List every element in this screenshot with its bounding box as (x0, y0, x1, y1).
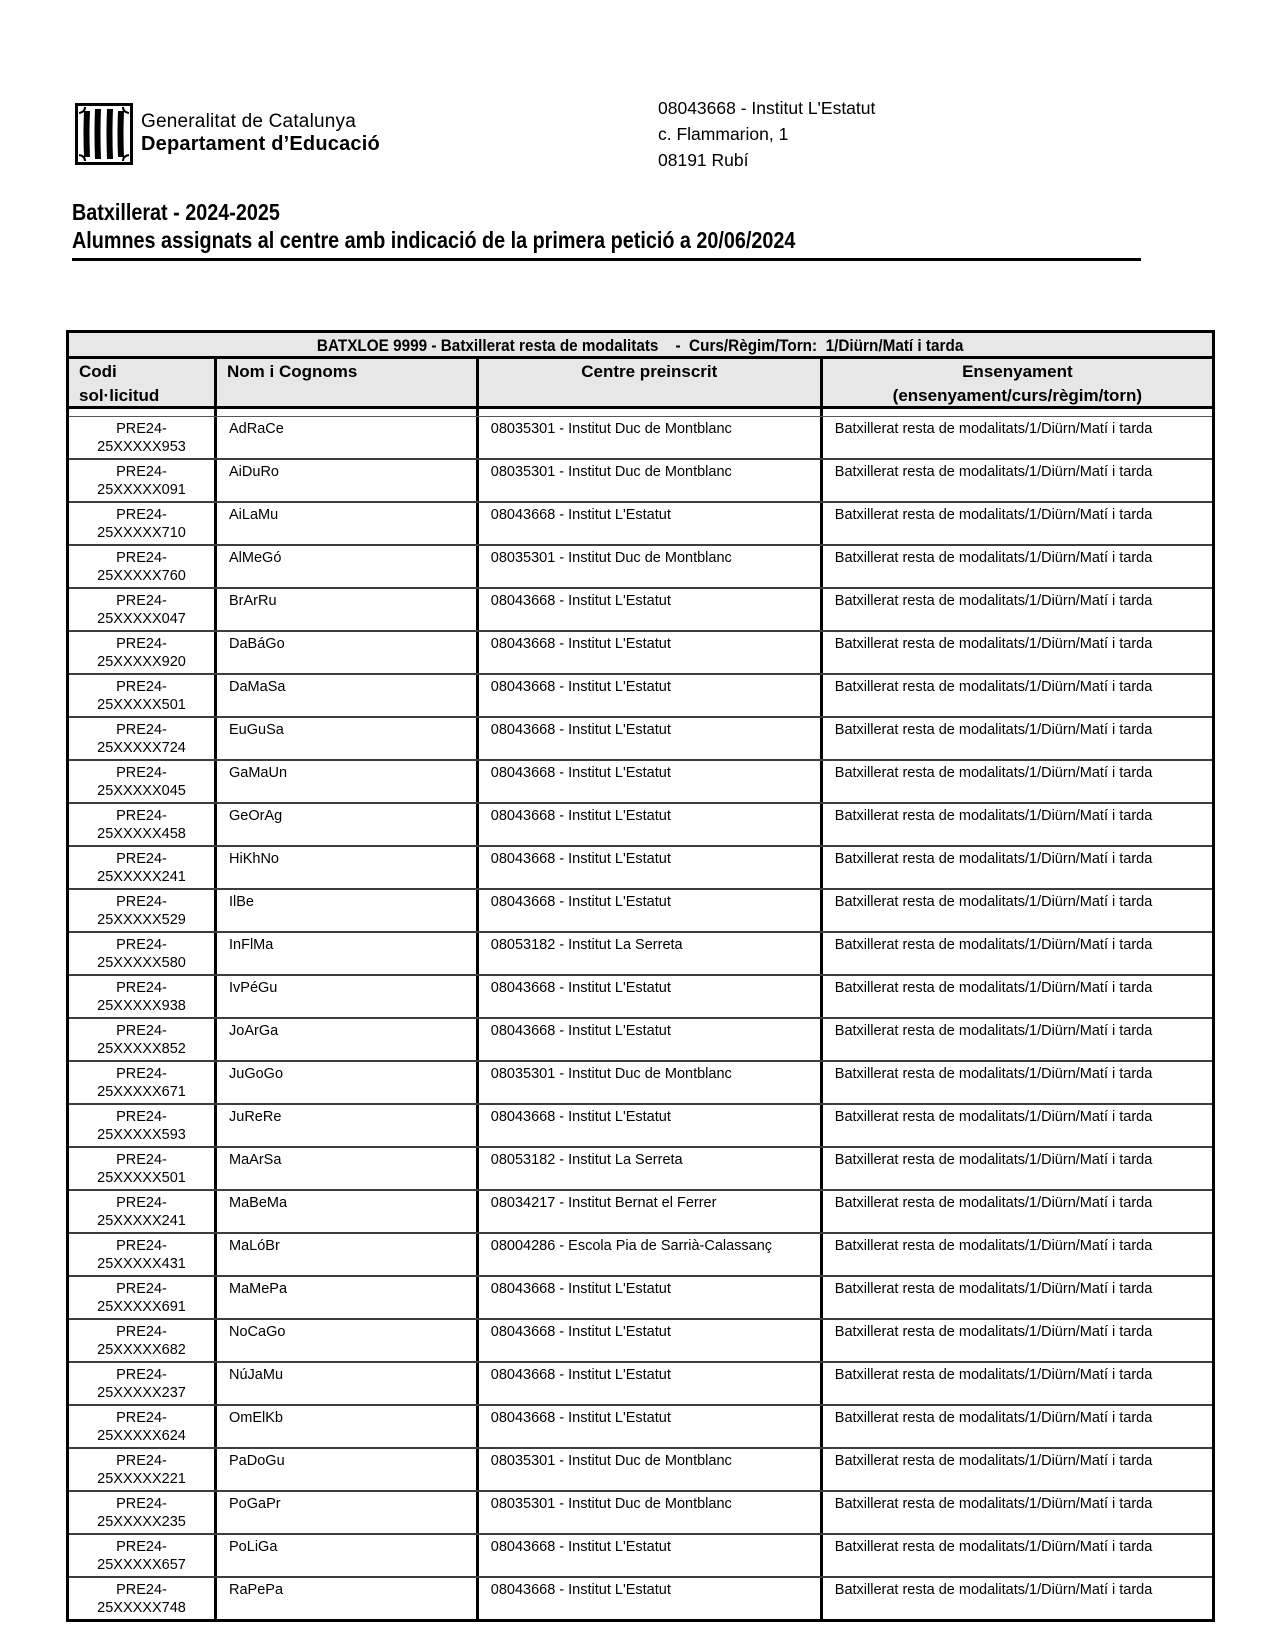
cell-codi-sollicitud: PRE24- 25XXXXX760 (69, 546, 217, 587)
cell-centre-preinscrit: 08035301 - Institut Duc de Montblanc (479, 1062, 823, 1103)
cell-nom-i-cognoms: BrArRu (217, 589, 479, 630)
cell-centre-preinscrit: 08043668 - Institut L'Estatut (479, 1535, 823, 1576)
cell-nom-i-cognoms: InFlMa (217, 933, 479, 974)
cell-nom-i-cognoms: PaDoGu (217, 1449, 479, 1490)
table-row (69, 1277, 1212, 1320)
cell-ensenyament: Batxillerat resta de modalitats/1/Diürn/Matí i tarda (834, 1453, 1153, 1469)
cell-ensenyament: Batxillerat resta de modalitats/1/Diürn/Matí i tarda (834, 894, 1153, 910)
cell-nom-i-cognoms: DaMaSa (217, 675, 479, 716)
cell-centre-preinscrit: 08043668 - Institut L'Estatut (479, 589, 823, 630)
cell-centre-preinscrit: 08035301 - Institut Duc de Montblanc (479, 546, 823, 587)
cell-ensenyament: Batxillerat resta de modalitats/1/Diürn/Matí i tarda (834, 421, 1153, 437)
org-text (141, 103, 380, 156)
cell-centre-preinscrit: 08043668 - Institut L'Estatut (479, 1320, 823, 1361)
cell-centre-preinscrit: 08004286 - Escola Pia de Sarrià-Calassanç (479, 1234, 823, 1275)
column-header-codi: Codi sol·licitud (69, 359, 217, 406)
cell-nom-i-cognoms: AiDuRo (217, 460, 479, 501)
title-underline (72, 258, 1141, 261)
cell-centre-preinscrit: 08043668 - Institut L'Estatut (479, 632, 823, 673)
cell-codi-sollicitud: PRE24- 25XXXXX657 (69, 1535, 217, 1576)
table-row (69, 718, 1212, 761)
group-header-row: BATXLOE 9999 - Batxillerat resta de modalitats - Curs/Règim/Torn: 1/Diürn/Matí i tarda (69, 333, 1212, 359)
table-row (69, 460, 1212, 503)
cell-codi-sollicitud: PRE24- 25XXXXX501 (69, 1148, 217, 1189)
cell-nom-i-cognoms: JuReRe (217, 1105, 479, 1146)
cell-nom-i-cognoms: PoLiGa (217, 1535, 479, 1576)
cell-codi-sollicitud: PRE24- 25XXXXX624 (69, 1406, 217, 1447)
table-row (69, 1363, 1212, 1406)
cell-nom-i-cognoms: HiKhNo (217, 847, 479, 888)
column-header-centre: Centre preinscrit (479, 359, 823, 406)
cell-codi-sollicitud: PRE24- 25XXXXX593 (69, 1105, 217, 1146)
cell-centre-preinscrit: 08035301 - Institut Duc de Montblanc (479, 417, 823, 458)
cell-centre-preinscrit: 08035301 - Institut Duc de Montblanc (479, 1492, 823, 1533)
cell-ensenyament: Batxillerat resta de modalitats/1/Diürn/Matí i tarda (834, 1539, 1153, 1555)
cell-codi-sollicitud: PRE24- 25XXXXX920 (69, 632, 217, 673)
cell-codi-sollicitud: PRE24- 25XXXXX953 (69, 417, 217, 458)
table-row (69, 632, 1212, 675)
table-row (69, 546, 1212, 589)
table-row (69, 1492, 1212, 1535)
table-row (69, 847, 1212, 890)
assignments-table (66, 330, 1215, 1622)
cell-nom-i-cognoms: PoGaPr (217, 1492, 479, 1533)
cell-codi-sollicitud: PRE24- 25XXXXX938 (69, 976, 217, 1017)
table-row (69, 890, 1212, 933)
cell-ensenyament: Batxillerat resta de modalitats/1/Diürn/Matí i tarda (834, 1066, 1153, 1082)
centre-code-name: 08043668 - Institut L'Estatut (658, 98, 876, 118)
cell-ensenyament: Batxillerat resta de modalitats/1/Diürn/Matí i tarda (834, 1582, 1153, 1598)
cell-codi-sollicitud: PRE24- 25XXXXX710 (69, 503, 217, 544)
cell-codi-sollicitud: PRE24- 25XXXXX748 (69, 1578, 217, 1619)
cell-ensenyament: Batxillerat resta de modalitats/1/Diürn/Matí i tarda (834, 507, 1153, 523)
table-row (69, 1148, 1212, 1191)
cell-ensenyament: Batxillerat resta de modalitats/1/Diürn/Matí i tarda (834, 1023, 1153, 1039)
cell-nom-i-cognoms: GaMaUn (217, 761, 479, 802)
cell-centre-preinscrit: 08043668 - Institut L'Estatut (479, 1105, 823, 1146)
cell-ensenyament: Batxillerat resta de modalitats/1/Diürn/Matí i tarda (834, 765, 1153, 781)
cell-ensenyament: Batxillerat resta de modalitats/1/Diürn/Matí i tarda (834, 980, 1153, 996)
cell-centre-preinscrit: 08043668 - Institut L'Estatut (479, 761, 823, 802)
cell-codi-sollicitud: PRE24- 25XXXXX852 (69, 1019, 217, 1060)
cell-codi-sollicitud: PRE24- 25XXXXX671 (69, 1062, 217, 1103)
cell-centre-preinscrit: 08034217 - Institut Bernat el Ferrer (479, 1191, 823, 1232)
cell-ensenyament: Batxillerat resta de modalitats/1/Diürn/Matí i tarda (834, 851, 1153, 867)
cell-ensenyament: Batxillerat resta de modalitats/1/Diürn/Matí i tarda (834, 464, 1153, 480)
cell-centre-preinscrit: 08043668 - Institut L'Estatut (479, 976, 823, 1017)
cell-codi-sollicitud: PRE24- 25XXXXX691 (69, 1277, 217, 1318)
cell-nom-i-cognoms: MaArSa (217, 1148, 479, 1189)
table-row (69, 1234, 1212, 1277)
cell-ensenyament: Batxillerat resta de modalitats/1/Diürn/Matí i tarda (834, 1195, 1153, 1211)
cell-centre-preinscrit: 08043668 - Institut L'Estatut (479, 718, 823, 759)
title-block (72, 198, 1142, 261)
cell-nom-i-cognoms: RaPePa (217, 1578, 479, 1619)
cell-ensenyament: Batxillerat resta de modalitats/1/Diürn/Matí i tarda (834, 1410, 1153, 1426)
table-row (69, 933, 1212, 976)
cell-ensenyament: Batxillerat resta de modalitats/1/Diürn/Matí i tarda (834, 1238, 1153, 1254)
cell-codi-sollicitud: PRE24- 25XXXXX237 (69, 1363, 217, 1404)
cell-ensenyament: Batxillerat resta de modalitats/1/Diürn/Matí i tarda (834, 550, 1153, 566)
table-row (69, 1406, 1212, 1449)
cell-nom-i-cognoms: OmElKb (217, 1406, 479, 1447)
header-gap-row (69, 409, 1212, 417)
cell-ensenyament: Batxillerat resta de modalitats/1/Diürn/Matí i tarda (834, 1324, 1153, 1340)
cell-nom-i-cognoms: MaBeMa (217, 1191, 479, 1232)
cell-centre-preinscrit: 08035301 - Institut Duc de Montblanc (479, 460, 823, 501)
org-department: Departament d’Educació (141, 133, 380, 155)
table-row (69, 589, 1212, 632)
table-row (69, 503, 1212, 546)
cell-nom-i-cognoms: EuGuSa (217, 718, 479, 759)
cell-codi-sollicitud: PRE24- 25XXXXX241 (69, 1191, 217, 1232)
cell-ensenyament: Batxillerat resta de modalitats/1/Diürn/Matí i tarda (834, 1496, 1153, 1512)
cell-ensenyament: Batxillerat resta de modalitats/1/Diürn/Matí i tarda (834, 679, 1153, 695)
table-row (69, 1535, 1212, 1578)
table-row (69, 1320, 1212, 1363)
cell-nom-i-cognoms: GeOrAg (217, 804, 479, 845)
table-row (69, 417, 1212, 460)
table-row (69, 675, 1212, 718)
table-row (69, 761, 1212, 804)
cell-codi-sollicitud: PRE24- 25XXXXX241 (69, 847, 217, 888)
column-header-nom: Nom i Cognoms (217, 359, 479, 406)
cell-centre-preinscrit: 08043668 - Institut L'Estatut (479, 1578, 823, 1619)
table-row (69, 1449, 1212, 1492)
page-title-line1: Batxillerat - 2024-2025 (72, 199, 280, 225)
cell-centre-preinscrit: 08043668 - Institut L'Estatut (479, 1406, 823, 1447)
table-row (69, 804, 1212, 847)
cell-ensenyament: Batxillerat resta de modalitats/1/Diürn/Matí i tarda (834, 1367, 1153, 1383)
table-row (69, 1578, 1212, 1619)
column-header-ensenyament: Ensenyament (ensenyament/curs/règim/torn) (892, 362, 1143, 405)
cell-codi-sollicitud: PRE24- 25XXXXX580 (69, 933, 217, 974)
cell-nom-i-cognoms: IvPéGu (217, 976, 479, 1017)
cell-centre-preinscrit: 08043668 - Institut L'Estatut (479, 890, 823, 931)
cell-centre-preinscrit: 08043668 - Institut L'Estatut (479, 847, 823, 888)
cell-nom-i-cognoms: MaMePa (217, 1277, 479, 1318)
cell-nom-i-cognoms: JoArGa (217, 1019, 479, 1060)
cell-centre-preinscrit: 08043668 - Institut L'Estatut (479, 1363, 823, 1404)
cell-codi-sollicitud: PRE24- 25XXXXX458 (69, 804, 217, 845)
cell-nom-i-cognoms: AiLaMu (217, 503, 479, 544)
cell-codi-sollicitud: PRE24- 25XXXXX529 (69, 890, 217, 931)
cell-nom-i-cognoms: NúJaMu (217, 1363, 479, 1404)
cell-codi-sollicitud: PRE24- 25XXXXX235 (69, 1492, 217, 1533)
cell-codi-sollicitud: PRE24- 25XXXXX091 (69, 460, 217, 501)
centre-street: c. Flammarion, 1 (658, 124, 789, 144)
cell-centre-preinscrit: 08043668 - Institut L'Estatut (479, 675, 823, 716)
centre-address-block (658, 95, 875, 173)
org-header (75, 103, 380, 165)
cell-centre-preinscrit: 08053182 - Institut La Serreta (479, 933, 823, 974)
cell-ensenyament: Batxillerat resta de modalitats/1/Diürn/Matí i tarda (834, 1281, 1153, 1297)
cell-codi-sollicitud: PRE24- 25XXXXX682 (69, 1320, 217, 1361)
cell-nom-i-cognoms: MaLóBr (217, 1234, 479, 1275)
cell-centre-preinscrit: 08035301 - Institut Duc de Montblanc (479, 1449, 823, 1490)
cell-ensenyament: Batxillerat resta de modalitats/1/Diürn/Matí i tarda (834, 722, 1153, 738)
generalitat-senyera-emblem-icon (75, 103, 133, 165)
cell-centre-preinscrit: 08043668 - Institut L'Estatut (479, 804, 823, 845)
cell-centre-preinscrit: 08043668 - Institut L'Estatut (479, 1277, 823, 1318)
table-row (69, 1105, 1212, 1148)
cell-nom-i-cognoms: IlBe (217, 890, 479, 931)
cell-nom-i-cognoms: JuGoGo (217, 1062, 479, 1103)
cell-ensenyament: Batxillerat resta de modalitats/1/Diürn/Matí i tarda (834, 937, 1153, 953)
cell-ensenyament: Batxillerat resta de modalitats/1/Diürn/Matí i tarda (834, 1109, 1153, 1125)
cell-ensenyament: Batxillerat resta de modalitats/1/Diürn/Matí i tarda (834, 1152, 1153, 1168)
table-row (69, 1062, 1212, 1105)
cell-nom-i-cognoms: DaBáGo (217, 632, 479, 673)
cell-centre-preinscrit: 08053182 - Institut La Serreta (479, 1148, 823, 1189)
cell-codi-sollicitud: PRE24- 25XXXXX501 (69, 675, 217, 716)
cell-codi-sollicitud: PRE24- 25XXXXX221 (69, 1449, 217, 1490)
cell-nom-i-cognoms: AdRaCe (217, 417, 479, 458)
table-row (69, 976, 1212, 1019)
org-name: Generalitat de Catalunya (141, 111, 356, 132)
cell-centre-preinscrit: 08043668 - Institut L'Estatut (479, 1019, 823, 1060)
table-row (69, 1019, 1212, 1062)
cell-codi-sollicitud: PRE24- 25XXXXX724 (69, 718, 217, 759)
cell-codi-sollicitud: PRE24- 25XXXXX431 (69, 1234, 217, 1275)
cell-codi-sollicitud: PRE24- 25XXXXX045 (69, 761, 217, 802)
cell-ensenyament: Batxillerat resta de modalitats/1/Diürn/Matí i tarda (834, 593, 1153, 609)
page-title-line2: Alumnes assignats al centre amb indicació de la primera petició a 20/06/2024 (72, 227, 796, 253)
cell-centre-preinscrit: 08043668 - Institut L'Estatut (479, 503, 823, 544)
cell-nom-i-cognoms: AlMeGó (217, 546, 479, 587)
cell-codi-sollicitud: PRE24- 25XXXXX047 (69, 589, 217, 630)
table-body (69, 417, 1212, 1619)
table-row (69, 1191, 1212, 1234)
cell-nom-i-cognoms: NoCaGo (217, 1320, 479, 1361)
cell-ensenyament: Batxillerat resta de modalitats/1/Diürn/Matí i tarda (834, 636, 1153, 652)
centre-city: 08191 Rubí (658, 150, 749, 170)
cell-ensenyament: Batxillerat resta de modalitats/1/Diürn/Matí i tarda (834, 808, 1153, 824)
column-header-row (69, 359, 1212, 409)
